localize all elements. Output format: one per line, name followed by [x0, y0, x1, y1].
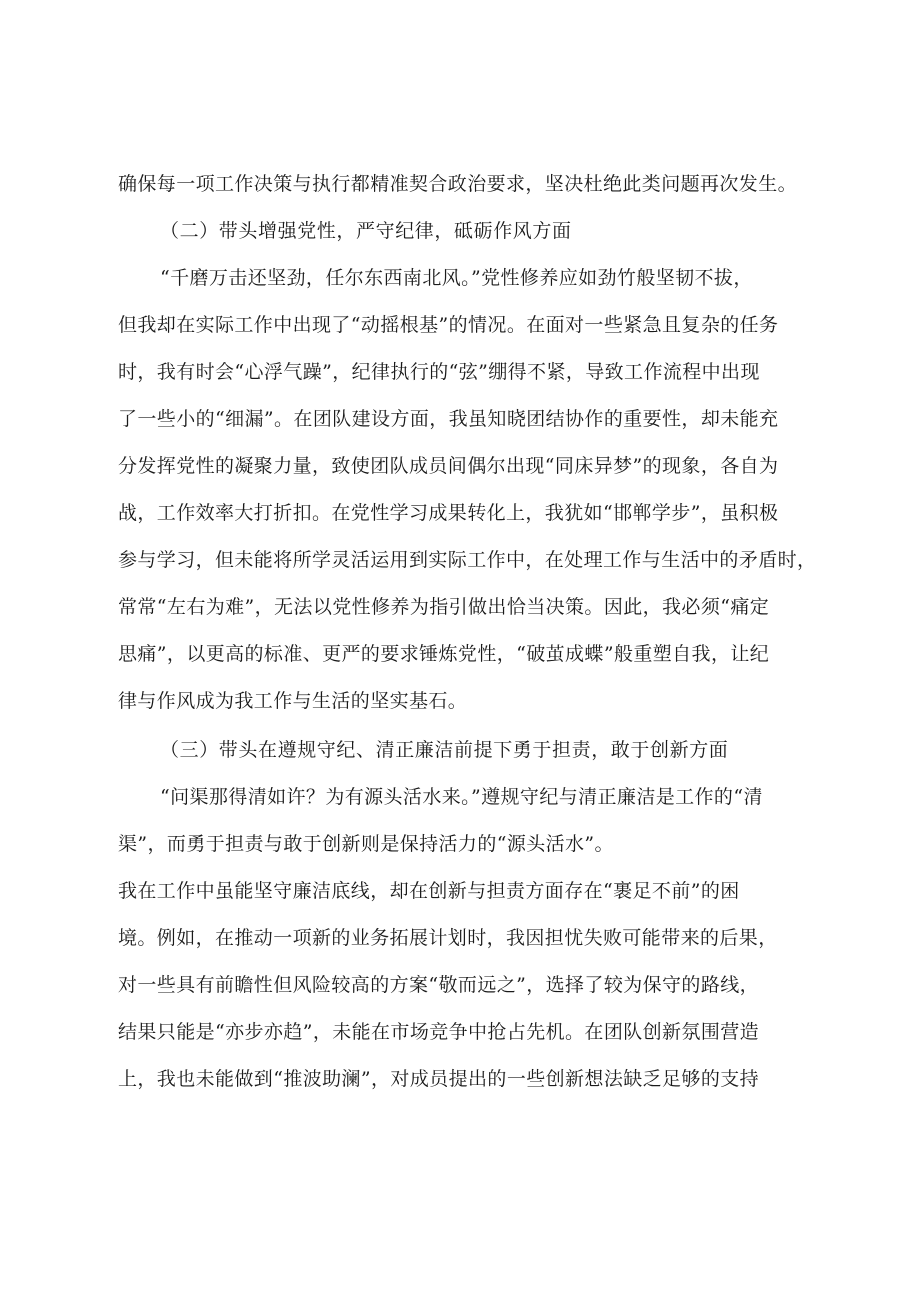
paragraph-line: 时，我有时会“心浮气躁”，纪律执行的“弦”绷得不紧，导致工作流程中出现	[118, 361, 760, 383]
paragraph-line: 常常“左右为难”，无法以党性修养为指引做出恰当决策。因此，我必须“痛定	[118, 596, 770, 618]
paragraph-line: 对一些具有前瞻性但风险较高的方案“敬而远之”，选择了较为保守的路线，	[118, 974, 760, 996]
paragraph-line: 境。例如，在推动一项新的业务拓展计划时，我因担忧失败可能带来的后果，	[118, 927, 778, 949]
paragraph-line: 了一些小的“细漏”。在团队建设方面，我虽知晓团结协作的重要性，却未能充	[118, 408, 779, 430]
paragraph-line: 我在工作中虽能坚守廉洁底线，却在创新与担责方面存在“裹足不前”的困	[118, 880, 740, 902]
paragraph-line: 结果只能是“亦步亦趋”，未能在市场竞争中抢占先机。在团队创新氛围营造	[118, 1021, 760, 1043]
section-heading-3: （三）带头在遵规守纪、清正廉洁前提下勇于担责，敢于创新方面	[160, 739, 729, 761]
paragraph-line: 参与学习，但未能将所学灵活运用到实际工作中，在处理工作与生活中的矛盾时，	[118, 549, 817, 571]
section-heading-2: （二）带头增强党性，严守纪律，砥砺作风方面	[160, 220, 572, 242]
paragraph-line: 律与作风成为我工作与生活的坚实基石。	[118, 690, 468, 712]
paragraph-line: 上，我也未能做到“推波助澜”，对成员提出的一些创新想法缺乏足够的支持	[118, 1068, 760, 1090]
paragraph-line: 确保每一项工作决策与执行都精准契合政治要求，坚决杜绝此类问题再次发生。	[118, 173, 798, 195]
paragraph-line: 战，工作效率大打折扣。在党性学习成果转化上，我犹如“邯郸学步”，虽积极	[118, 502, 779, 524]
paragraph-line: 但我却在实际工作中出现了“动摇根基”的情况。在面对一些紧急且复杂的任务	[118, 314, 779, 336]
paragraph-line: “问渠那得清如许？为有源头活水来。”遵规守纪与清正廉洁是工作的“清	[160, 786, 763, 808]
paragraph-line: 渠”，而勇于担责与敢于创新则是保持活力的“源头活水”。	[118, 833, 614, 855]
paragraph-line: 分发挥党性的凝聚力量，致使团队成员间偶尔出现“同床异梦”的现象，各自为	[118, 455, 779, 477]
paragraph-line: “千磨万击还坚劲，任尔东西南北风。”党性修养应如劲竹般坚韧不拔，	[160, 267, 753, 289]
paragraph-line: 思痛”，以更高的标准、更严的要求锤炼党性，“破茧成蝶”般重塑自我，让纪	[118, 643, 770, 665]
